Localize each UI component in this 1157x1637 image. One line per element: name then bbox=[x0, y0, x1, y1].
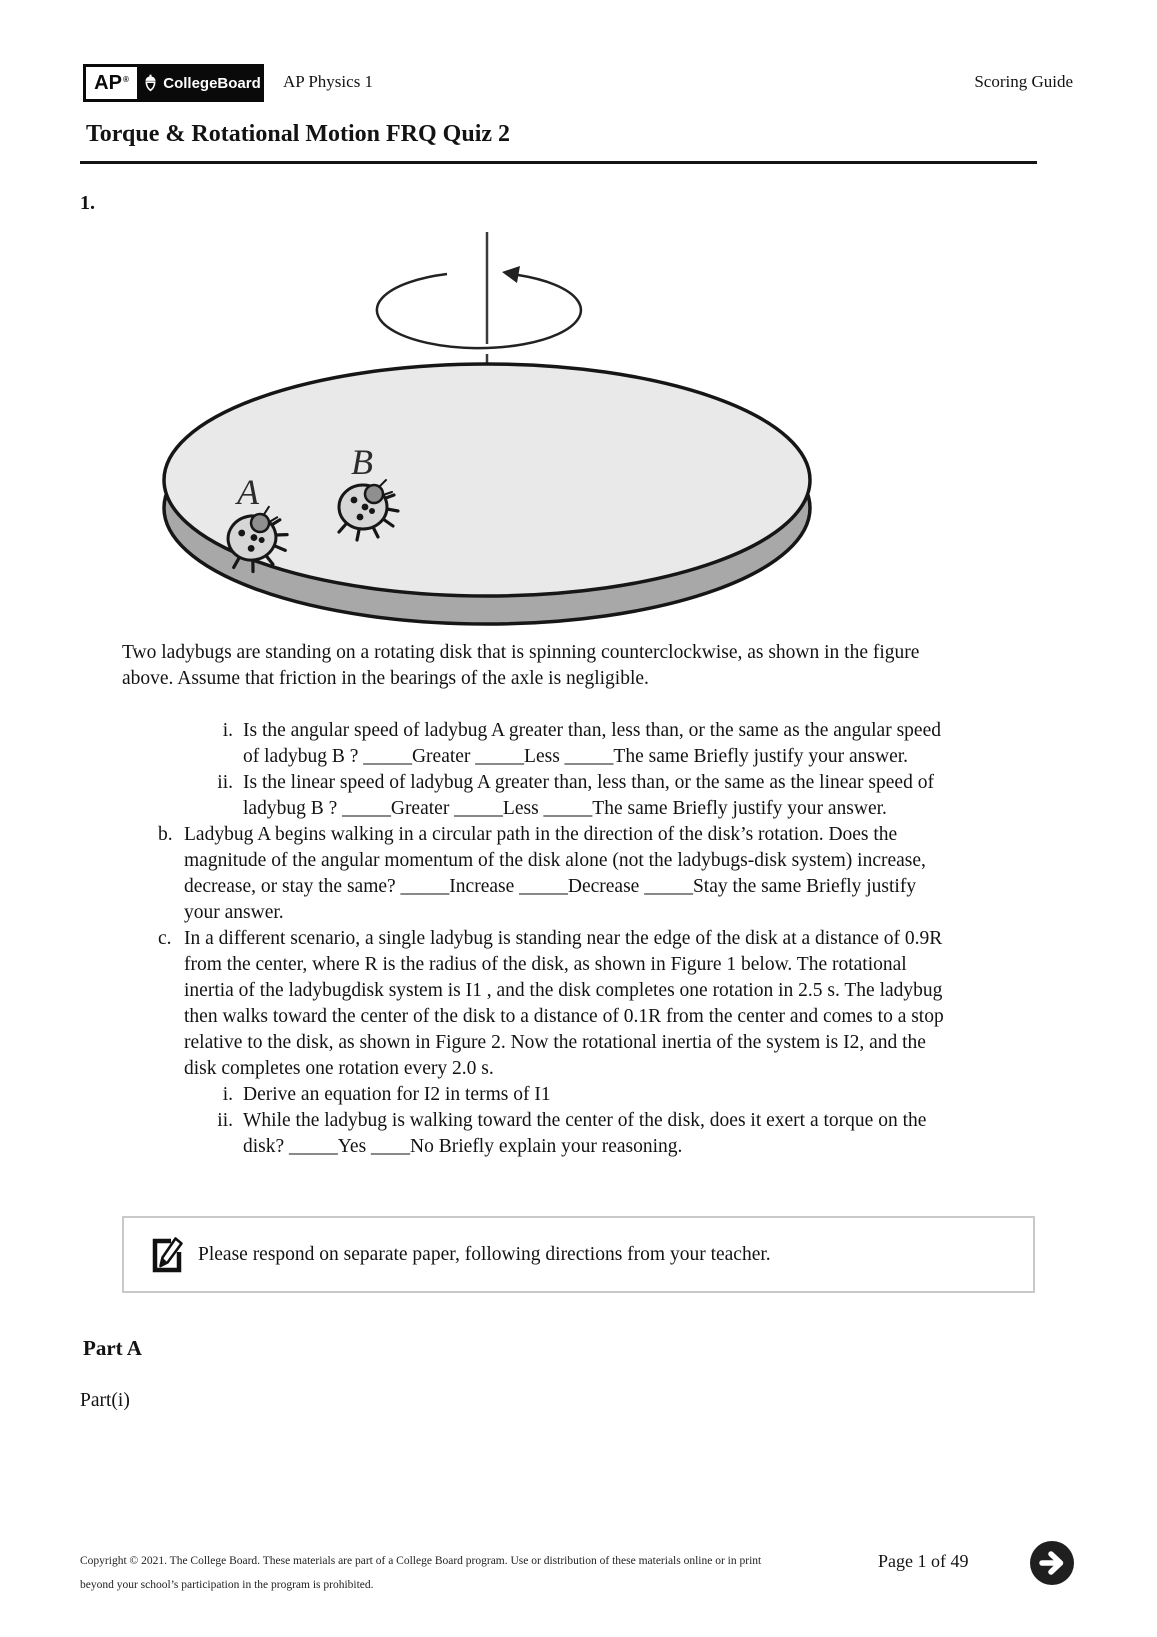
item-i-line-1: Is the angular speed of ladybug A greater than, less than, or the same as the angular speed bbox=[243, 720, 941, 741]
compose-icon bbox=[148, 1235, 184, 1275]
title-divider bbox=[80, 161, 1037, 164]
rotation-arrow-icon bbox=[377, 266, 581, 348]
item-ii-line-1: Is the linear speed of ladybug A greater than, less than, or the same as the linear speed of bbox=[243, 772, 934, 793]
item-c-marker: c. bbox=[158, 928, 172, 949]
item-c-ii-line-2: disk? _____Yes ____No Briefly explain your reasoning. bbox=[243, 1136, 683, 1157]
respond-note bbox=[122, 1216, 1035, 1293]
copyright-line-1: Copyright © 2021. The College Board. These materials are part of a College Board program. Use or distribution of these materials online or in print bbox=[80, 1555, 762, 1567]
item-i-line-2: of ladybug B ? _____Greater _____Less _____The same Briefly justify your answer. bbox=[243, 746, 909, 767]
part-a-heading: Part A bbox=[83, 1336, 142, 1360]
document-type-label: Scoring Guide bbox=[974, 72, 1073, 91]
intro-line-1: Two ladybugs are standing on a rotating disk that is spinning counterclockwise, as shown in the figure bbox=[122, 642, 920, 663]
item-c-ii-line-1: While the ladybug is walking toward the center of the disk, does it exert a torque on the bbox=[243, 1110, 927, 1131]
ladybug-a-label: A bbox=[237, 472, 259, 512]
page-title: Torque & Rotational Motion FRQ Quiz 2 bbox=[86, 121, 511, 147]
item-b-line-3: decrease, or stay the same? _____Increase _____Decrease _____Stay the same Briefly justify bbox=[184, 876, 917, 897]
collegeboard-logo bbox=[83, 64, 264, 102]
part-i-label: Part(i) bbox=[80, 1390, 130, 1411]
item-c-ii-marker: ii. bbox=[217, 1110, 233, 1131]
item-b-marker: b. bbox=[158, 824, 173, 845]
next-page-icon bbox=[1029, 1540, 1075, 1586]
item-b-line-2: magnitude of the angular momentum of the disk alone (not the ladybugs-disk system) increase, bbox=[184, 850, 926, 871]
item-b-line-1: Ladybug A begins walking in a circular path in the direction of the disk’s rotation. Does the bbox=[184, 824, 898, 845]
respond-note-text: Please respond on separate paper, following directions from your teacher. bbox=[198, 1243, 771, 1265]
ladybug-b-label: B bbox=[351, 442, 373, 482]
question-number: 1. bbox=[80, 192, 95, 214]
copyright-line-2: beyond your school’s participation in the program is prohibited. bbox=[80, 1579, 374, 1591]
disk-figure bbox=[150, 228, 818, 632]
collegeboard-wordmark bbox=[140, 64, 264, 102]
item-c-line-2: from the center, where R is the radius of the disk, as shown in Figure 1 below. The rotational bbox=[184, 954, 907, 975]
item-c-line-4: then walks toward the center of the disk to a distance of 0.1R from the center and comes to a stop bbox=[184, 1006, 944, 1027]
item-c-i-line-1: Derive an equation for I2 in terms of I1 bbox=[243, 1084, 551, 1105]
page-number-label: Page 1 of 49 bbox=[878, 1551, 969, 1571]
item-ii-line-2: ladybug B ? _____Greater _____Less _____The same Briefly justify your answer. bbox=[243, 798, 887, 819]
item-b-line-4: your answer. bbox=[184, 902, 284, 923]
acorn-icon bbox=[143, 74, 158, 92]
item-c-line-3: inertia of the ladybugdisk system is I1 , and the disk completes one rotation in 2.5 s. The ladybug bbox=[184, 980, 943, 1001]
intro-line-2: above. Assume that friction in the bearings of the axle is negligible. bbox=[122, 668, 649, 689]
ap-logo bbox=[83, 64, 140, 102]
item-c-i-marker: i. bbox=[222, 1084, 233, 1105]
course-title: AP Physics 1 bbox=[283, 72, 374, 91]
item-c-line-1: In a different scenario, a single ladybug is standing near the edge of the disk at a distance of 0.9R bbox=[184, 928, 943, 949]
disk-top bbox=[164, 364, 810, 596]
item-c-line-6: disk completes one rotation every 2.0 s. bbox=[184, 1058, 494, 1079]
item-c-line-5: relative to the disk, as shown in Figure 2. Now the rotational inertia of the system is I2, and the bbox=[184, 1032, 926, 1053]
registered-mark: ® bbox=[122, 74, 129, 84]
next-page-button[interactable] bbox=[1029, 1540, 1075, 1586]
item-i-marker: i. bbox=[222, 720, 233, 741]
item-ii-marker: ii. bbox=[217, 772, 233, 793]
ap-logo-text: AP bbox=[94, 71, 122, 94]
collegeboard-label: CollegeBoard bbox=[163, 74, 261, 92]
